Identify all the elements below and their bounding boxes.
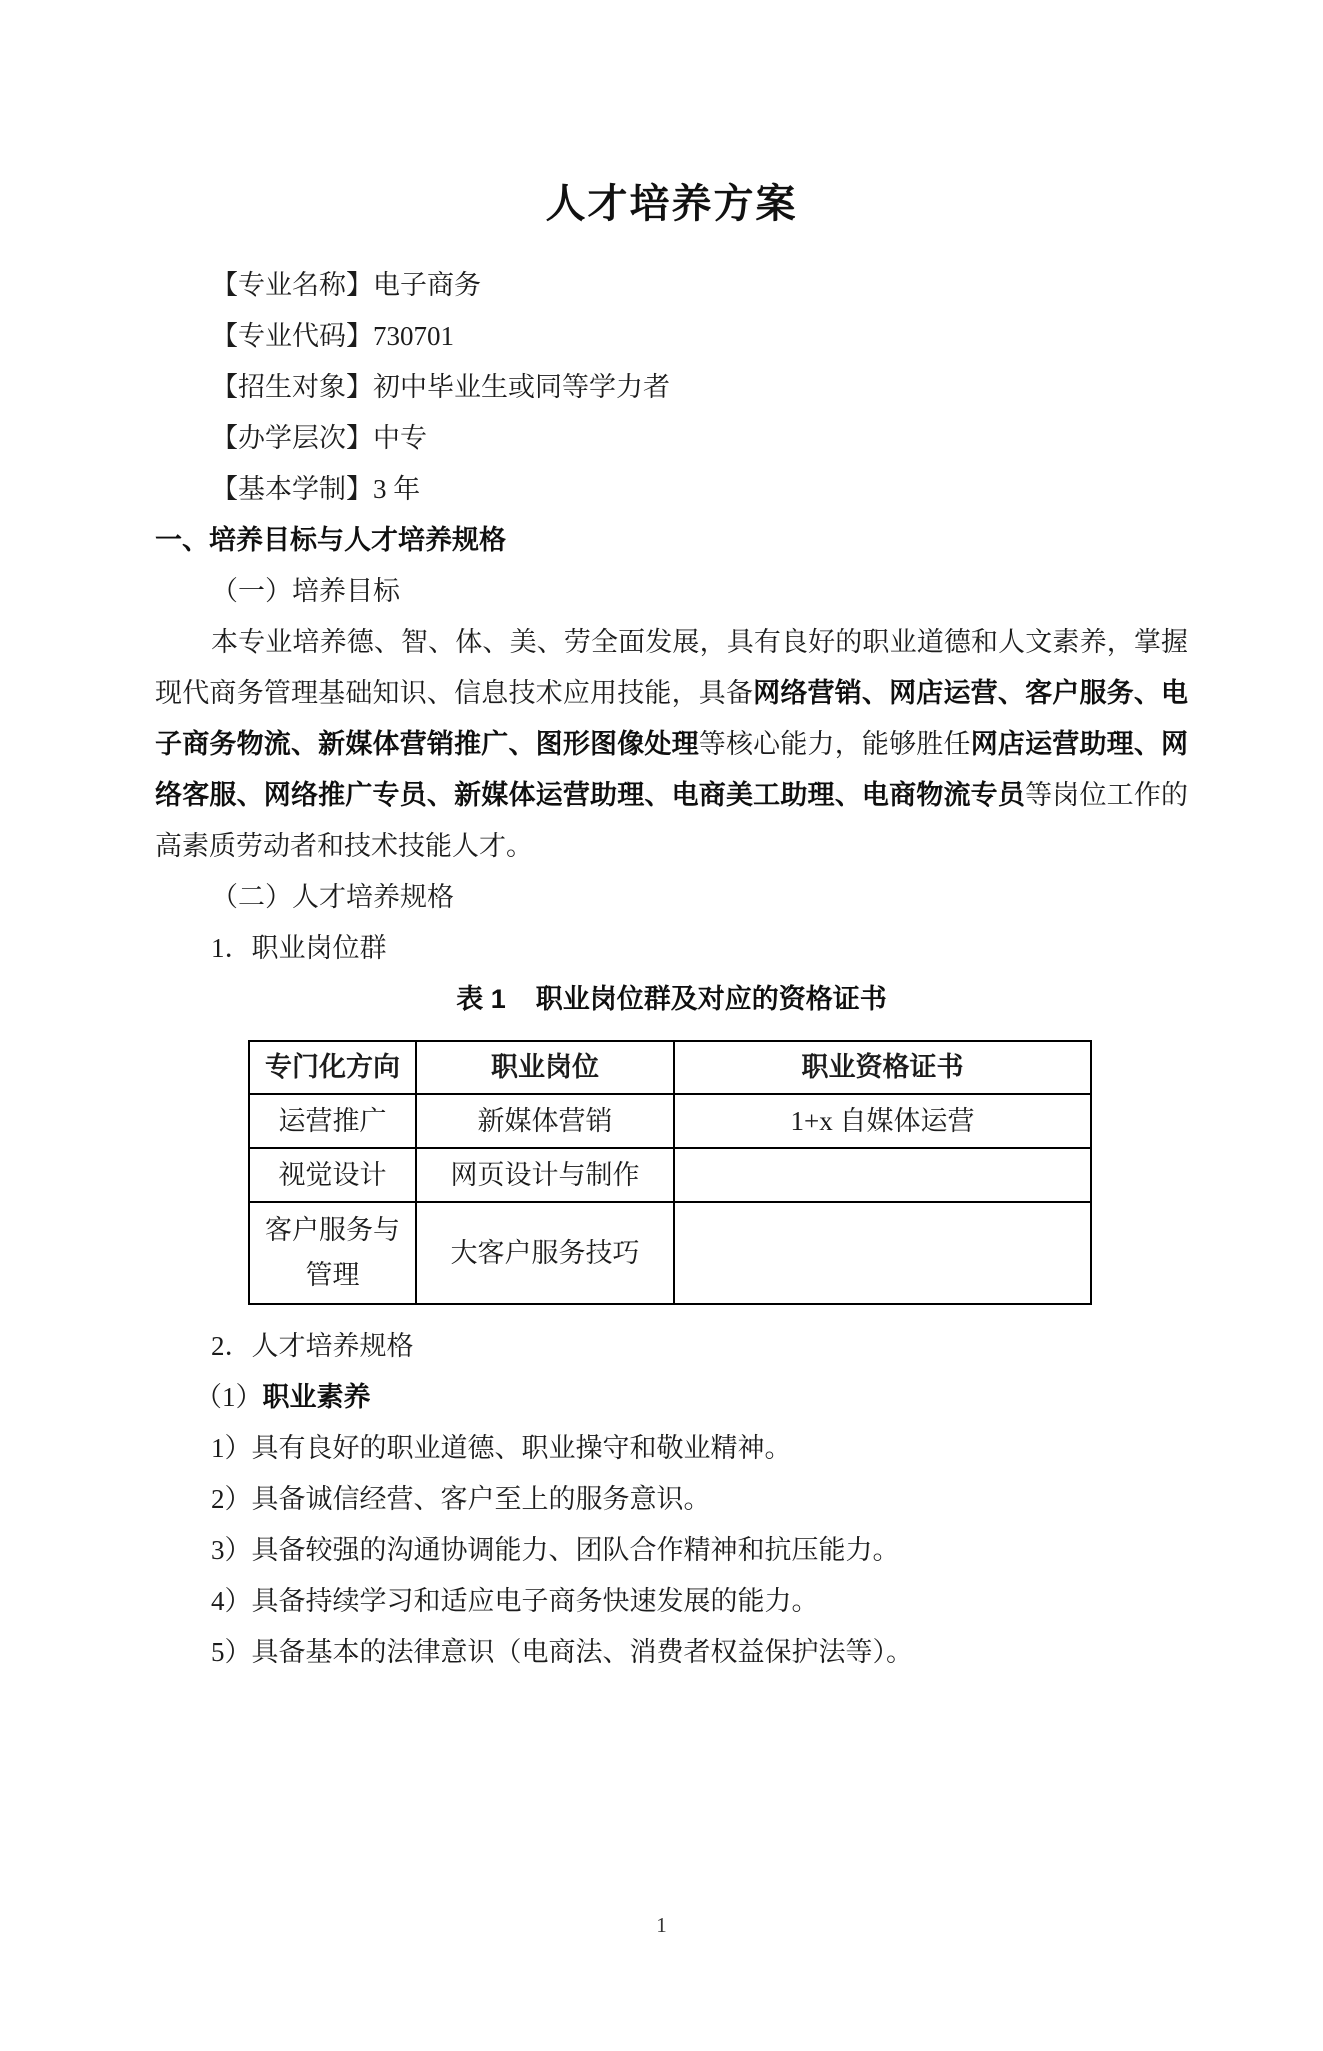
bold-text-run: 职业素养 [262, 1382, 371, 1412]
table-cell [674, 1148, 1091, 1202]
item-heading-job-groups: 1．职业岗位群 [211, 933, 387, 963]
table-cell: 客户服务与管理 [249, 1202, 416, 1304]
table-header-specialization: 专门化方向 [249, 1041, 416, 1094]
text-run: 等核心能力，能够胜任 [698, 729, 971, 759]
job-groups-table [248, 1040, 1092, 1305]
table-cell: 大客户服务技巧 [416, 1202, 674, 1304]
table-caption-text: 职业岗位群及对应的资格证书 [535, 984, 887, 1014]
meta-line-major-name: 【专业名称】电子商务 [211, 270, 481, 300]
list-item: 3）具备较强的沟通协调能力、团队合作精神和抗压能力。 [211, 1535, 900, 1565]
table-row [249, 1094, 1091, 1148]
table-cell: 视觉设计 [249, 1148, 416, 1202]
bold-text-run: 网店运营助理、网络客服、网络推广专员、新媒体运营助理、电商美工助理、电商物流专员 [155, 729, 1189, 810]
section-heading-1: 一、培养目标与人才培养规格 [155, 525, 506, 555]
list-item: 5）具备基本的法律意识（电商法、消费者权益保护法等）。 [211, 1637, 913, 1667]
table-row [249, 1148, 1091, 1202]
page-title: 人才培养方案 [545, 182, 798, 226]
table-row [249, 1202, 1091, 1304]
subsection-heading-1-2: （二）人才培养规格 [211, 882, 454, 912]
meta-line-enrollment-target: 【招生对象】初中毕业生或同等学力者 [211, 372, 670, 402]
training-objective-paragraph [155, 617, 1188, 872]
list-item: 2）具备诚信经营、客户至上的服务意识。 [211, 1484, 711, 1514]
table-caption [155, 974, 1188, 1025]
page-content [0, 180, 1323, 1678]
spec-heading-professional-quality [155, 1372, 1188, 1423]
list-item: 4）具备持续学习和适应电子商务快速发展的能力。 [211, 1586, 819, 1616]
table-caption-label: 表 1 [456, 984, 506, 1014]
table-cell: 新媒体营销 [416, 1094, 674, 1148]
table-header-job-position: 职业岗位 [416, 1041, 674, 1094]
text-run: （1） [195, 1382, 263, 1412]
document-page [0, 180, 1323, 2051]
table-cell [674, 1202, 1091, 1304]
table-cell: 网页设计与制作 [416, 1148, 674, 1202]
list-item: 1）具有良好的职业道德、职业操守和敬业精神。 [211, 1433, 792, 1463]
table-header-row [249, 1041, 1091, 1094]
text-run: 等岗位工作的高素质劳动者和技术技能人才。 [155, 780, 1189, 861]
text-run: 本专业培养德、智、体、美、劳全面发展，具有良好的职业道德和人文素养，掌握现代商务管理基础知识、信息技术应用技能，具备 [155, 627, 1188, 708]
meta-line-major-code: 【专业代码】730701 [211, 321, 454, 351]
item-heading-talent-spec: 2．人才培养规格 [211, 1331, 414, 1361]
table-cell: 1+x 自媒体运营 [674, 1094, 1091, 1148]
meta-line-education-level: 【办学层次】中专 [211, 423, 427, 453]
meta-line-program-length: 【基本学制】3 年 [211, 474, 421, 504]
bold-text-run: 网络营销、网店运营、客户服务、电子商务物流、新媒体营销推广、图形图像处理 [155, 678, 1189, 759]
table-header-certificate: 职业资格证书 [674, 1041, 1091, 1094]
page-number: 1 [656, 1913, 667, 1937]
table-cell: 运营推广 [249, 1094, 416, 1148]
subsection-heading-1-1: （一）培养目标 [211, 576, 400, 606]
